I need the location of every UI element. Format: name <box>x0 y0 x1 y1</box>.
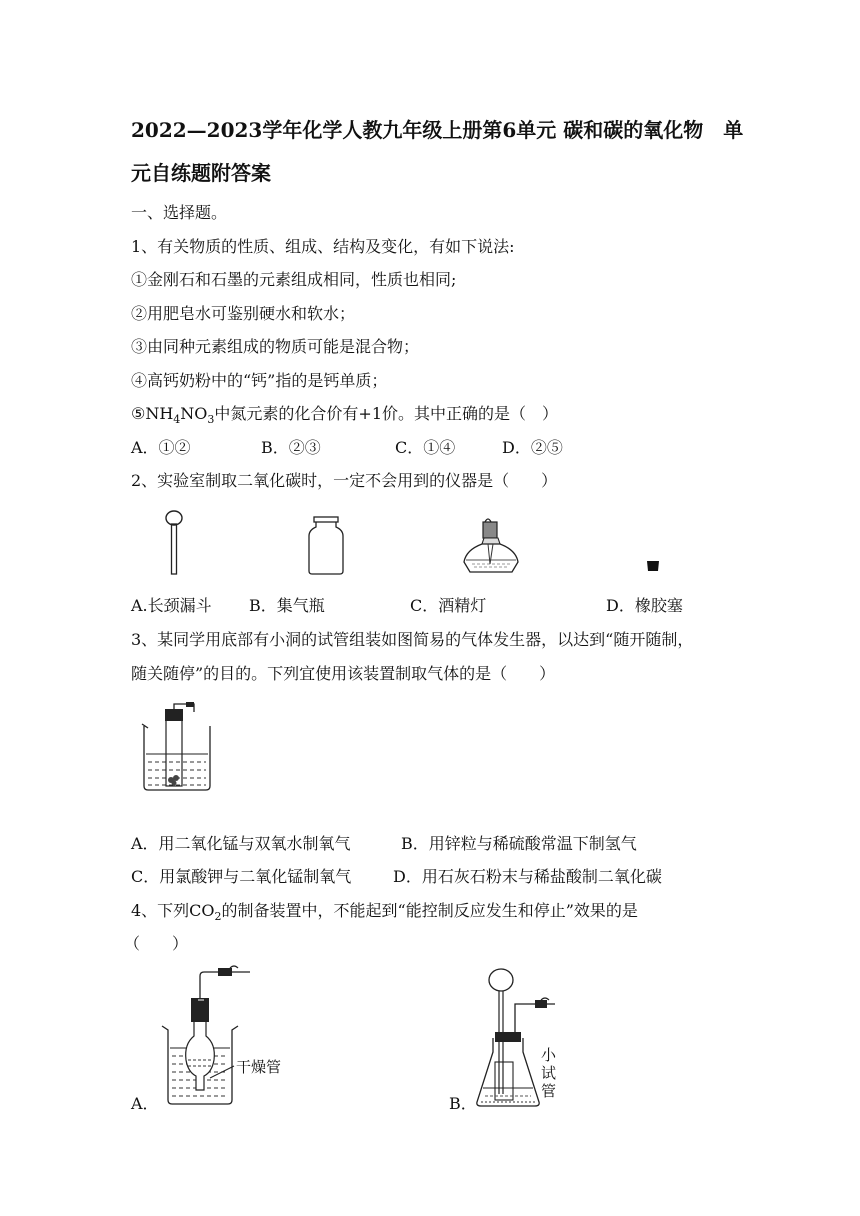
drying-tube-apparatus-figure <box>160 968 290 1108</box>
q3-stem-line1: 3、某同学用底部有小洞的试管组装如图简易的气体发生器，以达到“随开随制， <box>131 630 694 649</box>
q4-option-a: A． <box>131 1094 159 1113</box>
q1-s5-post: 中氮元素的化合价有+1价。其中正确的是（ ） <box>214 404 559 423</box>
q1-statement-3: ③由同种元素组成的物质可能是混合物； <box>131 337 420 356</box>
gas-bottle-figure <box>306 516 346 576</box>
small-test-tube-label-3: 管 <box>541 1082 557 1100</box>
q2-option-a: A.长颈漏斗 <box>131 596 212 615</box>
q4-option-b: B． <box>449 1094 477 1113</box>
alcohol-lamp-figure <box>460 514 522 576</box>
q4-stem-line2: （ ） <box>124 934 189 953</box>
q1-statement-4: ④高钙奶粉中的“钙”指的是钙单质； <box>131 371 388 390</box>
q4-stem-line1 <box>131 901 638 927</box>
q3-stem-line2: 随关随停”的目的。下列宜使用该装置制取气体的是（ ） <box>131 664 556 683</box>
q1-s5-sub1: 4 <box>173 413 181 427</box>
q4-stem-pre: 4、下列CO <box>131 901 215 920</box>
q1-option-a: A．①② <box>131 438 191 457</box>
drying-tube-label: 干燥管 <box>236 1058 282 1076</box>
q4-stem-post: 的制备装置中，不能起到“能控制反应发生和停止”效果的是 <box>221 901 638 920</box>
q1-statement-2: ②用肥皂水可鉴别硬水和软水； <box>131 304 356 323</box>
conical-flask-apparatus-figure <box>475 966 585 1114</box>
small-test-tube-label-1: 小 <box>541 1046 557 1064</box>
q2-option-d: D．橡胶塞 <box>606 596 683 615</box>
small-test-tube-label-2: 试 <box>541 1064 557 1082</box>
doc-title-line2: 元自练题附答案 <box>131 161 271 185</box>
simple-gas-generator-figure <box>140 700 216 792</box>
doc-title-line1: 2022—2023学年化学人教九年级上册第6单元 碳和碳的氧化物 单 <box>131 118 744 142</box>
q1-s5-pre: ⑤NH <box>131 404 174 423</box>
q3-option-c: C．用氯酸钾与二氧化锰制氧气 <box>131 867 352 886</box>
q3-option-b: B．用锌粒与稀硫酸常温下制氢气 <box>401 834 637 853</box>
q3-option-a: A．用二氧化锰与双氧水制氧气 <box>131 834 351 853</box>
q1-stem: 1、有关物质的性质、组成、结构及变化，有如下说法: <box>131 237 515 256</box>
q2-option-b: B．集气瓶 <box>249 596 325 615</box>
q3-option-d: D．用石灰石粉末与稀盐酸制二氧化碳 <box>393 867 662 886</box>
q1-option-d: D．②⑤ <box>502 438 563 457</box>
q1-s5-sub2: 3 <box>207 413 215 427</box>
q2-option-c: C．酒精灯 <box>410 596 487 615</box>
q1-statement-1: ①金刚石和石墨的元素组成相同，性质也相同; <box>131 270 457 289</box>
q1-s5-mid: NO <box>180 404 208 423</box>
q1-option-b: B．②③ <box>261 438 321 457</box>
section-heading: 一、选择题。 <box>131 203 228 222</box>
rubber-stopper-figure <box>646 560 660 572</box>
q2-stem: 2、实验室制取二氧化碳时，一定不会用到的仪器是（ ） <box>131 471 558 490</box>
q4-stem-sub: 2 <box>214 910 222 924</box>
q1-statement-5 <box>131 404 558 430</box>
q1-option-c: C．①④ <box>395 438 456 457</box>
long-neck-funnel-figure <box>160 508 192 578</box>
